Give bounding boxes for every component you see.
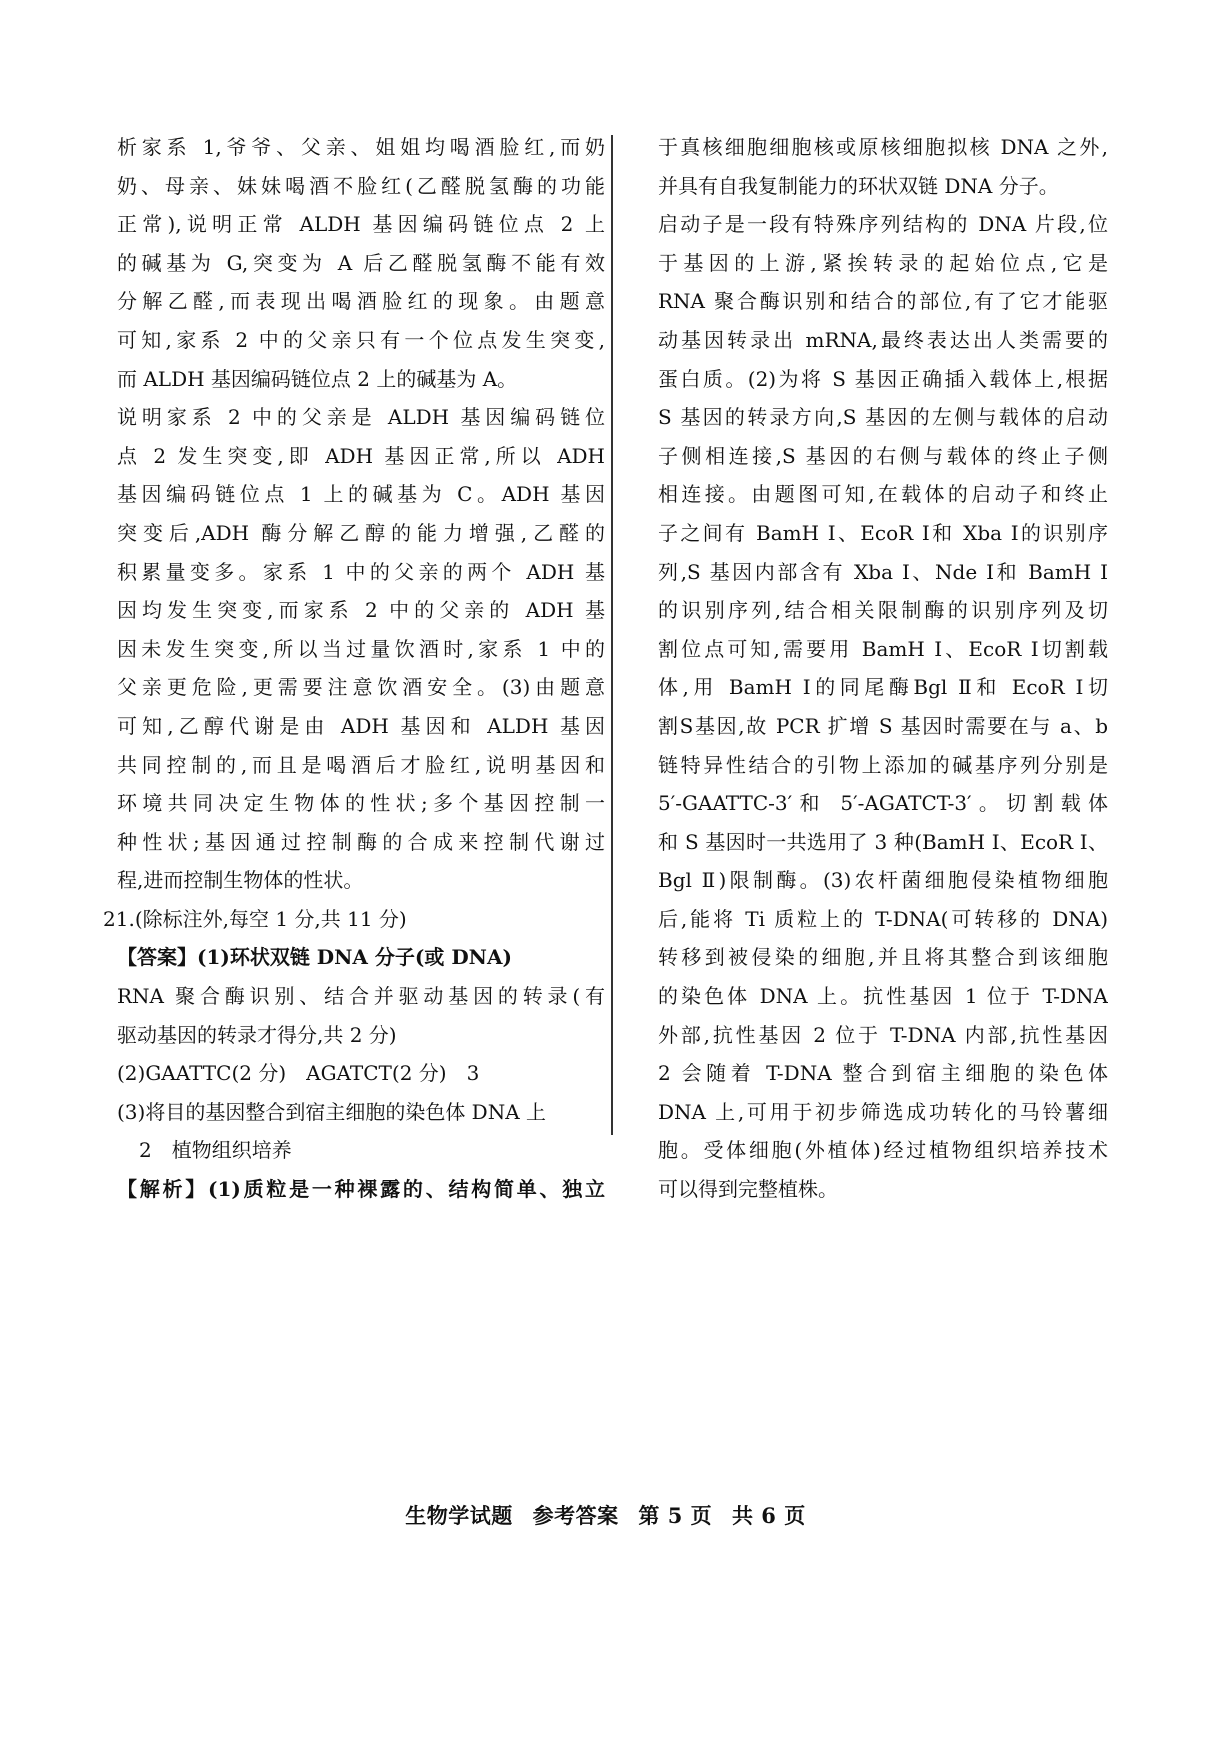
text-line: 割S基因,故 PCR 扩增 S 基因时需要在与 a、b — [658, 713, 1108, 738]
text-line: 并具有自我复制能力的环状双链 DNA 分子。 — [658, 173, 1059, 198]
question-score-note: (除标注外,每空 1 分,共 11 分) — [134, 906, 407, 931]
answer-line: 驱动基因的转录才得分,共 2 分) — [117, 1022, 397, 1047]
text-line: 后,能将 Ti 质粒上的 T-DNA(可转移的 DNA) — [658, 906, 1108, 931]
text-line: 共同控制的,而且是喝酒后才脸红,说明基因和 — [117, 752, 605, 777]
text-line: RNA 聚合酶识别和结合的部位,有了它才能驱 — [658, 289, 1108, 314]
footer-page: 第 5 页 — [638, 1503, 713, 1528]
right-column — [658, 128, 1108, 1209]
text-line: S 基因的转录方向,S 基因的左侧与载体的启动 — [658, 405, 1108, 430]
footer-subject: 生物学试题 — [405, 1503, 513, 1528]
text-line: 转移到被侵染的细胞,并且将其整合到该细胞 — [658, 945, 1108, 970]
text-line: 链特异性结合的引物上添加的碱基序列分别是 — [658, 752, 1108, 777]
text-line: 于真核细胞细胞核或原核细胞拟核 DNA 之外, — [658, 135, 1108, 159]
text-line: 相连接。由题图可知,在载体的启动子和终止 — [658, 482, 1108, 507]
text-line: 可知,家系 2 中的父亲只有一个位点发生突变, — [117, 327, 605, 352]
text-line: 父亲更危险,更需要注意饮酒安全。(3)由题意 — [117, 675, 605, 700]
page-footer — [0, 1500, 1211, 1530]
answer-line: (2)GAATTC(2 分) AGATCT(2 分) 3 — [117, 1061, 480, 1086]
text-line: 胞。受体细胞(外植体)经过植物组织培养技术 — [658, 1138, 1108, 1163]
text-line: 动基因转录出 mRNA,最终表达出人类需要的 — [658, 327, 1108, 352]
text-line: 的识别序列,结合相关限制酶的识别序列及切 — [658, 598, 1108, 623]
text-line: 突变后,ADH 酶分解乙醇的能力增强,乙醛的 — [117, 520, 605, 545]
answer-line: (3)将目的基因整合到宿主细胞的染色体 DNA 上 — [117, 1099, 547, 1124]
text-line: 5′-GAATTC-3′和 5′-AGATCT-3′。切割载体 — [658, 791, 1108, 816]
text-line: 于基因的上游,紧挨转录的起始位点,它是 — [658, 250, 1108, 275]
text-line: 种性状;基因通过控制酶的合成来控制代谢过 — [117, 829, 605, 854]
text-line: 因未发生突变,所以当过量饮酒时,家系 1 中的 — [117, 636, 605, 661]
footer-total: 共 6 页 — [731, 1503, 806, 1528]
text-line: 外部,抗性基因 2 位于 T-DNA 内部,抗性基因 — [658, 1022, 1108, 1047]
text-line: 环境共同决定生物体的性状;多个基因控制一 — [117, 791, 605, 816]
text-line: 可以得到完整植株。 — [658, 1177, 838, 1202]
answer-line: 2 植物组织培养 — [139, 1138, 292, 1163]
text-line: 奶、母亲、妹妹喝酒不脸红(乙醛脱氢酶的功能 — [117, 173, 605, 198]
text-line: 体,用 BamH Ⅰ的同尾酶Bgl Ⅱ和 EcoR Ⅰ切 — [658, 675, 1108, 700]
analysis-line: 【解析】(1)质粒是一种裸露的、结构简单、独立 — [117, 1177, 605, 1202]
text-line: 说明家系 2 中的父亲是 ALDH 基因编码链位 — [117, 405, 605, 430]
text-line: 因均发生突变,而家系 2 中的父亲的 ADH 基 — [117, 598, 605, 623]
question-number: 21. — [103, 906, 135, 931]
text-line: 蛋白质。(2)为将 S 基因正确插入载体上,根据 — [658, 366, 1108, 391]
text-line: 可知,乙醇代谢是由 ADH 基因和 ALDH 基因 — [117, 713, 605, 738]
text-line: 点 2 发生突变,即 ADH 基因正常,所以 ADH — [117, 443, 605, 468]
answer-line: RNA 聚合酶识别、结合并驱动基因的转录(有 — [117, 984, 605, 1009]
text-line: 子之间有 BamH Ⅰ、EcoR Ⅰ和 Xba Ⅰ的识别序 — [658, 520, 1108, 545]
text-line: 析家系 1,爷爷、父亲、姐姐均喝酒脸红,而奶 — [117, 135, 605, 159]
text-line: 程,进而控制生物体的性状。 — [117, 868, 364, 893]
text-line: 基因编码链位点 1 上的碱基为 C。ADH 基因 — [117, 482, 605, 507]
text-line: 子侧相连接,S 基因的右侧与载体的终止子侧 — [658, 443, 1108, 468]
text-line: 和 S 基因时一共选用了 3 种(BamH Ⅰ、EcoR Ⅰ、 — [658, 829, 1108, 854]
text-line: 分解乙醛,而表现出喝酒脸红的现象。由题意 — [117, 289, 605, 314]
text-line: 正常),说明正常 ALDH 基因编码链位点 2 上 — [117, 212, 605, 237]
text-line: DNA 上,可用于初步筛选成功转化的马铃薯细 — [658, 1099, 1108, 1124]
text-line: 的碱基为 G,突变为 A 后乙醛脱氢酶不能有效 — [117, 250, 605, 275]
text-line: 积累量变多。家系 1 中的父亲的两个 ADH 基 — [117, 559, 605, 584]
text-line: 的染色体 DNA 上。抗性基因 1 位于 T-DNA — [658, 984, 1108, 1009]
question-heading — [103, 900, 605, 939]
text-line: Bgl Ⅱ)限制酶。(3)农杆菌细胞侵染植物细胞 — [658, 868, 1108, 893]
text-line: 2 会随着 T-DNA 整合到宿主细胞的染色体 — [658, 1061, 1108, 1086]
left-column — [103, 128, 605, 1209]
answer-line: 【答案】(1)环状双链 DNA 分子(或 DNA) — [117, 945, 512, 970]
column-divider — [611, 135, 613, 1135]
text-line: 启动子是一段有特殊序列结构的 DNA 片段,位 — [658, 212, 1108, 237]
text-line: 割位点可知,需要用 BamH Ⅰ、EcoR Ⅰ切割载 — [658, 636, 1108, 661]
text-line: 而 ALDH 基因编码链位点 2 上的碱基为 A。 — [117, 366, 518, 391]
footer-type: 参考答案 — [532, 1503, 619, 1528]
text-line: 列,S 基因内部含有 Xba Ⅰ、Nde Ⅰ和 BamH Ⅰ — [658, 559, 1108, 584]
